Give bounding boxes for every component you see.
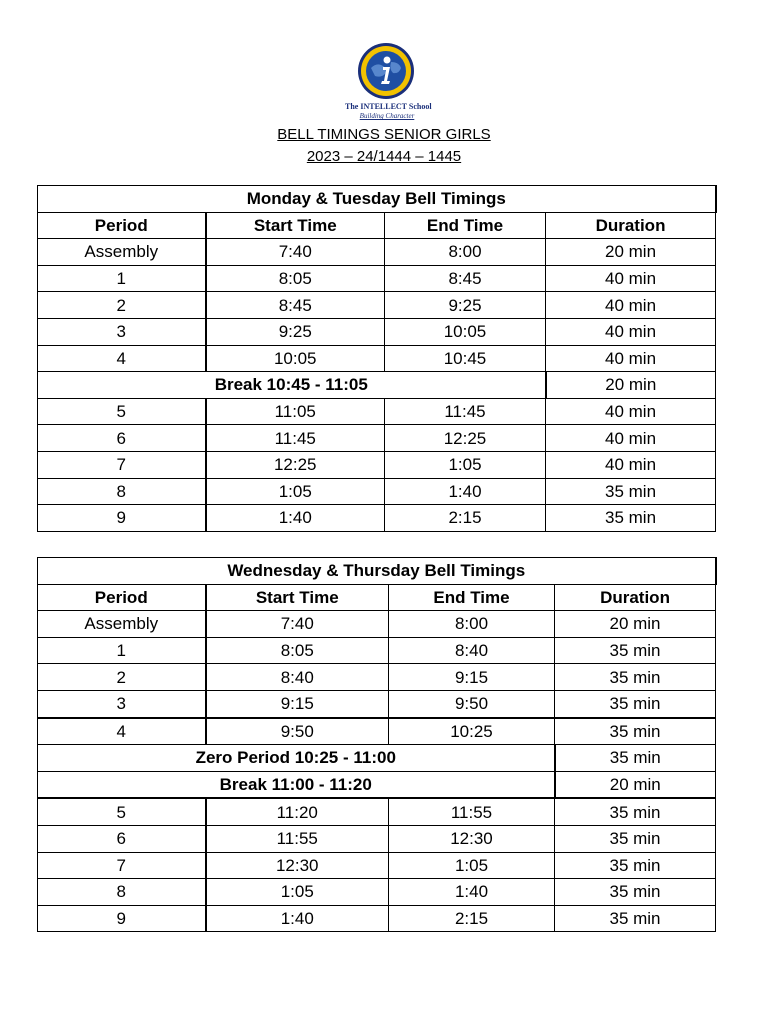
table-cell: 8 [38,478,206,505]
table-cell: 9:15 [389,664,555,691]
table-cell: 35 min [546,505,716,532]
table-cell: 11:45 [206,425,385,452]
table-cell: 11:05 [206,398,385,425]
column-header: Start Time [206,584,389,611]
table-cell: 4 [38,345,206,372]
table-cell: 40 min [546,265,716,292]
column-header: End Time [389,584,555,611]
table-row [38,398,716,425]
table-cell: 40 min [546,345,716,372]
table-cell: 12:25 [206,451,385,478]
wednesday-thursday-table [37,557,717,932]
break-label: Break 11:00 - 11:20 [38,771,555,798]
table-row [38,451,716,478]
table-cell: 9:50 [206,718,389,745]
zero-period-duration: 35 min [555,745,716,772]
table-row [38,292,716,319]
table-cell: 11:45 [385,398,546,425]
column-header: Duration [555,584,716,611]
table-cell: 9:15 [206,690,389,717]
table-row [38,239,716,266]
column-header: Duration [546,212,716,239]
table-cell: 9 [38,905,206,932]
table-cell: 1:40 [206,905,389,932]
table-cell: 8:45 [206,292,385,319]
table-title-row [38,558,716,585]
table-cell: 35 min [555,664,716,691]
table-title-row [38,186,716,213]
table-cell: 3 [38,318,206,345]
table-cell: 35 min [555,825,716,852]
logo-school-name: The INTELLECT School [345,102,432,111]
break-duration: 20 min [555,771,716,798]
zero-period-label: Zero Period 10:25 - 11:00 [38,745,555,772]
table-cell: 12:30 [206,852,389,879]
table-cell: 2 [38,664,206,691]
table-cell: 40 min [546,425,716,452]
table-cell: 35 min [555,852,716,879]
table-cell: 11:55 [206,825,389,852]
table-row [38,265,716,292]
table-cell: 10:45 [385,345,546,372]
table-cell: 8:00 [389,611,555,638]
table-cell: Assembly [38,239,206,266]
table-cell: 8:00 [385,239,546,266]
table-cell: 40 min [546,318,716,345]
table-cell: 12:25 [385,425,546,452]
table-cell: 7 [38,852,206,879]
table-cell: 10:25 [389,718,555,745]
table-cell: Assembly [38,611,206,638]
school-logo [343,42,432,126]
table-cell: 1 [38,637,206,664]
table-row [38,611,716,638]
table-cell: 10:05 [385,318,546,345]
break-duration: 20 min [546,372,716,399]
table-row [38,425,716,452]
table-cell: 1:05 [389,852,555,879]
table-cell: 9:25 [206,318,385,345]
table-cell: 1:40 [206,505,385,532]
table-row [38,345,716,372]
table-cell: 9:25 [385,292,546,319]
zero-period-row [38,745,716,772]
table-cell: 11:20 [206,798,389,825]
monday-tuesday-table [37,185,717,532]
table-cell: 8:05 [206,265,385,292]
table-cell: 35 min [555,690,716,717]
table-cell: 12:30 [389,825,555,852]
table-header-row [38,584,716,611]
table-cell: 7:40 [206,611,389,638]
page-subtitle: 2023 – 24/1444 – 1445 [306,148,462,165]
column-header: Start Time [206,212,385,239]
table-cell: 4 [38,718,206,745]
table-cell: 5 [38,798,206,825]
table-cell: 6 [38,825,206,852]
table-cell: 2:15 [385,505,546,532]
table-cell: 6 [38,425,206,452]
table-cell: 2 [38,292,206,319]
column-header: Period [38,212,206,239]
table-cell: 9 [38,505,206,532]
table-cell: 35 min [555,879,716,906]
table-cell: 40 min [546,451,716,478]
break-row [38,771,716,798]
table-title: Wednesday & Thursday Bell Timings [38,558,716,585]
table-cell: 1:40 [385,478,546,505]
table-cell: 5 [38,398,206,425]
column-header: End Time [385,212,546,239]
table-cell: 35 min [555,718,716,745]
table-row [38,690,716,717]
table-cell: 2:15 [389,905,555,932]
table-cell: 8:40 [206,664,389,691]
table-cell: 7 [38,451,206,478]
table-row [38,905,716,932]
table-cell: 3 [38,690,206,717]
table-cell: 8:45 [385,265,546,292]
table-row [38,505,716,532]
page-title: BELL TIMINGS SENIOR GIRLS [277,126,491,143]
table-cell: 9:50 [389,690,555,717]
table-row [38,637,716,664]
logo-emblem-icon [357,42,415,100]
table-cell: 35 min [555,637,716,664]
table-cell: 35 min [555,905,716,932]
table-row [38,718,716,745]
table-cell: 40 min [546,292,716,319]
logo-motto: Building Character [359,112,415,120]
table-cell: 1:05 [206,478,385,505]
table-cell: 1:40 [389,879,555,906]
table-cell: 20 min [546,239,716,266]
table-cell: 10:05 [206,345,385,372]
table-header-row [38,212,716,239]
table-row [38,798,716,825]
table-row [38,825,716,852]
table-cell: 1 [38,265,206,292]
table-cell: 11:55 [389,798,555,825]
table-cell: 35 min [555,798,716,825]
table-row [38,318,716,345]
table-row [38,879,716,906]
table-cell: 8 [38,879,206,906]
break-row [38,372,716,399]
table-cell: 35 min [546,478,716,505]
table-row [38,852,716,879]
table-title: Monday & Tuesday Bell Timings [38,186,716,213]
table-cell: 1:05 [385,451,546,478]
table-cell: 8:40 [389,637,555,664]
table-row [38,664,716,691]
table-cell: 1:05 [206,879,389,906]
table-cell: 8:05 [206,637,389,664]
break-label: Break 10:45 - 11:05 [38,372,546,399]
table-cell: 20 min [555,611,716,638]
column-header: Period [38,584,206,611]
table-cell: 40 min [546,398,716,425]
table-cell: 7:40 [206,239,385,266]
table-row [38,478,716,505]
